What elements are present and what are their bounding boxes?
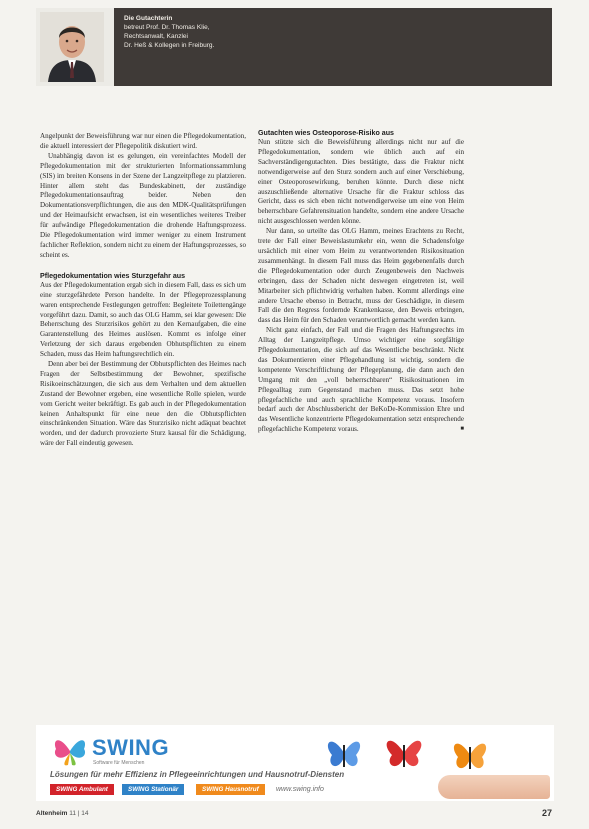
body-paragraph: Nur dann, so urteilte das OLG Hamm, meines Erachtens zu Recht, trete der Fall einer Beweislastumkehr ein, wenn die Schadensfolge ursächlich mit einer vom Heim zu verantwortenden Risikosituation zusammenhängt. In diesem Fall muss das Heim gegebenenfalls durch die Pflegedokumentation oder durch Zeugenbeweis den Nachweis erbringen, dass der Schaden nicht deswegen eingetreten ist, weil Mitarbeiter sich pflichtwidrig verhalten haben. Kommt allerdings eine andere Ursache ebenso in Betracht, muss der Geschädigte, in diesem Fall die den Regress fordernde Krankenkasse, den Beweis erbringen, dass das Heim für den Schaden verantwortlich gemacht werden kann. xyxy=(258,227,464,325)
pill-swing-ambulant[interactable]: SWING Ambulant xyxy=(50,784,114,795)
swing-logo xyxy=(50,733,170,769)
body-paragraph: Angelpunkt der Beweisführung war nur einen die Pflegedokumentation, die aktuell interessiert der Pflegepolitik diskutiert wird. xyxy=(40,132,246,150)
article-column-left xyxy=(40,132,246,449)
body-paragraph: Unabhängig davon ist es gelungen, ein vereinfachtes Modell der Pflegedokumentation mit der strukturierten Informationssammlung (SIS) im breiten Konsens in der Szene der Langzeitpflege zu platzieren. Hinter allem steht das Bundeskabinett, der zuständige Pflegedokumentationsauftrag beider. Neben den Dokumentationsverpflichtungen, die aus den MDK-Qualitätsprüfungen und der Heimaufsicht erwachsen, ist ein wesentliches weiteres Treiber für aufwändige Pflegedokumentation die drohende Haftungsprozess. Die Pflegedokumentation wird immer weniger zu einem Instrument fachlicher Reflektion, sondern nicht zu einem der Haftungsprozesses, so scheint es. xyxy=(40,151,246,259)
issue-number: 11 | 14 xyxy=(69,810,89,817)
body-paragraph xyxy=(258,326,464,435)
butterfly-logo-icon xyxy=(50,733,90,769)
end-mark-icon: ■ xyxy=(460,426,464,433)
author-info xyxy=(114,8,552,86)
hands-image xyxy=(438,775,550,799)
body-paragraph: Nun stützte sich die Beweisführung allerdings nicht nur auf die Pflegedokumentation, sondern wie üblich auch auf ein Sachverständigengutachten. Dies bestätigte, dass die Fraktur nicht notwendigerweise auf den Sturz sondern auch auf einer Verschiebung, einer Osteoporosewirkung, beruhen könnte. Durch diese nicht auszuschließende alternative Ursache für die Fraktur schloss das Gericht, dass es sich eben nicht notwendigerweise um eine von Heim beherrschbare Gefahrensituation handelte, sondern eine andere Ursache nicht ausgeschlossen werden könne. xyxy=(258,138,464,226)
section-heading: Gutachten wies Osteoporose-Risiko aus xyxy=(258,129,394,137)
author-line: Rechtsanwalt, Kanzlei xyxy=(124,33,188,40)
advertisement-banner[interactable] xyxy=(36,725,554,801)
butterfly-icon xyxy=(454,744,486,769)
author-banner xyxy=(36,8,552,86)
butterfly-icon xyxy=(328,742,360,767)
ad-tagline: Lösungen für mehr Effizienz in Pflegeeinrichtungen und Hausnotruf-Diensten xyxy=(50,770,345,779)
article-column-right xyxy=(258,128,464,435)
pill-swing-hausnotruf[interactable]: SWING Hausnotruf xyxy=(196,784,265,795)
footer-publication xyxy=(36,810,89,817)
body-paragraph: Denn aber bei der Bestimmung der Obhutspflichten des Heimes nach Fragen der Selbstbestimmung der Bewohner, spezifische Risikoeinschätzungen, die sich aus dem Verhalten und dem aktuellen Zustand der Bewohner ergeben, eine wesentliche Rolle spielen, wurde vom Gericht weiter bekräftigt. Es gab auch in der Pflegedokumentation keinen Anhaltspunkt für eine neue den die Obhutspflichten einschränkenden Situation. Wäre das Sturzrisiko nicht adäquat beachtet worden, und der dadurch provozierte Sturz kausal für die Schädigung, wäre der Fall eindeutig gewesen. xyxy=(40,360,246,448)
author-line: Dr. Heß & Kollegen in Freiburg. xyxy=(124,42,215,49)
author-line: Die Gutachterin xyxy=(124,15,173,22)
magazine-name: Altenheim xyxy=(36,810,68,817)
section-heading: Pflegedokumentation wies Sturzgefahr aus xyxy=(40,271,186,280)
author-line: betreut Prof. Dr. Thomas Klie, xyxy=(124,24,210,31)
brand-subtitle: Software für Menschen xyxy=(93,760,145,766)
ad-url-link[interactable]: www.swing.info xyxy=(276,786,324,793)
body-paragraph: Aus der Pflegedokumentation ergab sich in diesem Fall, dass es sich um eine sturzgefährdete Person handelte. In der Pflegeprozessplanung waren entsprechende Festlegungen getroffen: Begleitete Toilettengänge vorgeführt dazu. Damit, so auch das OLG Hamm, sei klar gewesen: Die Beherrschung des Sturzrisikos gehört zu den Kernaufgaben, die eine Garantenstellung des Heimes auslösen. Kommt es infolge einer Verletzung der sich daraus ergebenden Obhutspflichten zu einem Schaden, muss das Heim haftungsrechtlich ein. xyxy=(40,280,246,359)
page-number: 27 xyxy=(541,808,552,818)
author-photo xyxy=(40,12,104,82)
butterfly-icon xyxy=(387,741,422,767)
brand-name: SWING xyxy=(92,735,170,760)
pill-swing-stationaer[interactable]: SWING Stationär xyxy=(122,784,184,795)
body-paragraph-text: Nicht ganz einfach, der Fall und die Fragen des Haftungsrechts im Alltag der Langzeitpflege. Umso wichtiger eine sorgfältige Pflegedokumentation, die sich auf das Wesentliche beschränkt. Nicht das Dokumentieren einer Pflegehandlung ist wichtig, sondern die kompetente Verschriftlichung der Pflegeplanung, die dann auch den Umgang mit den „voll beherrschbaren“ Risikosituationen im Pflegealltag zum Gegenstand machen muss. Das setzt hohe pflegefachliche und auch sprachliche Kompetenz voraus. Insofern bedarf auch der Abschlussbericht der BeKoDe-Kommission Ehre und das Wesentliche konzentrierte Pflegedokumentation setzt entsprechende pflegefachliche Kompetenz voraus. xyxy=(258,326,464,434)
